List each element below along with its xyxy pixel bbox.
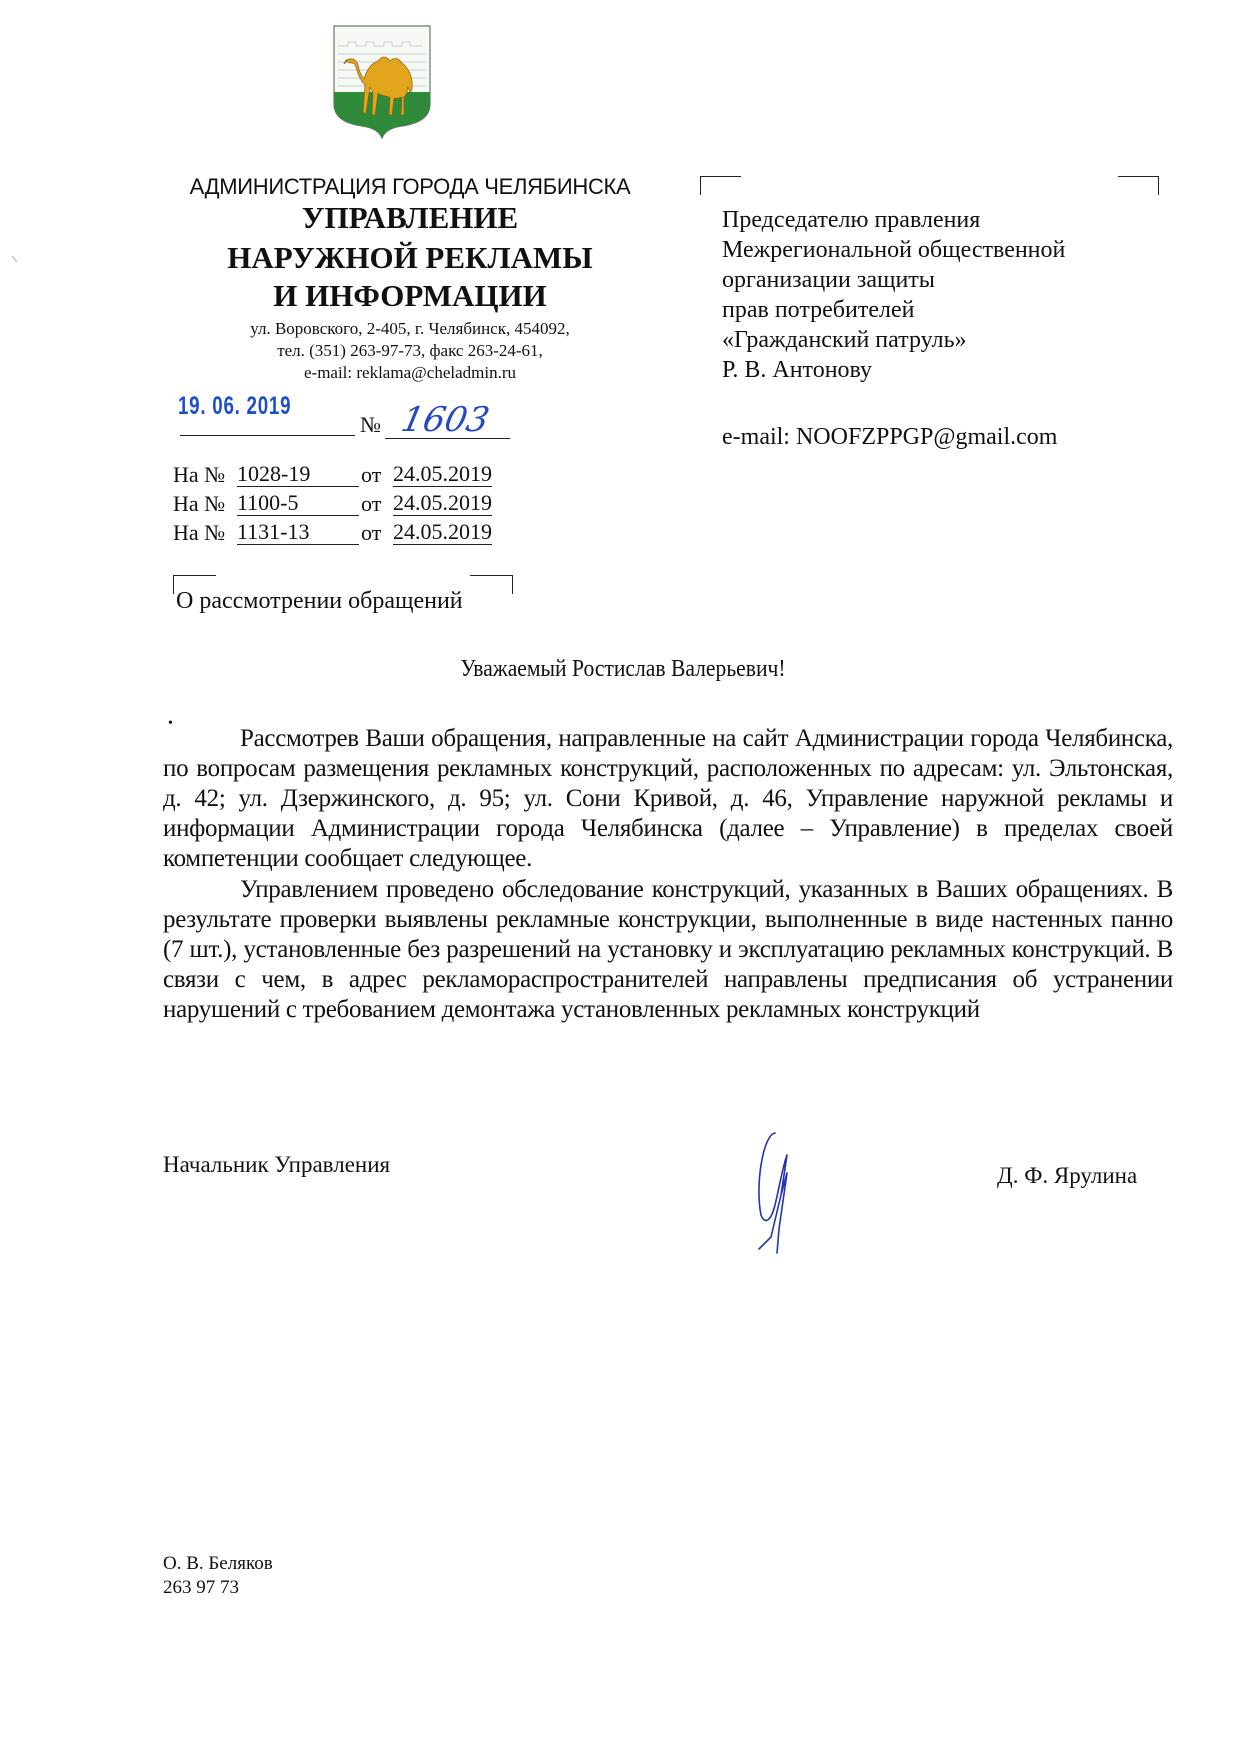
reference-date: 24.05.2019 <box>393 490 492 515</box>
outgoing-number-handwritten: 1603 <box>397 400 493 440</box>
reference-from-label: от <box>361 462 382 487</box>
reference-label: На № <box>173 520 226 545</box>
department-phones: тел. (351) 263-97-73, факс 263-24-61, <box>277 341 543 360</box>
outgoing-number-label: № <box>360 412 381 437</box>
addressee-corner-mark-right <box>1118 176 1159 195</box>
department-name-line-1: УПРАВЛЕНИЕ <box>301 200 519 235</box>
addressee-line: Межрегиональной общественной <box>722 237 1066 263</box>
addressee-email: e-mail: NOOFZPPGP@gmail.com <box>722 424 1058 450</box>
reference-from-label: от <box>361 520 382 545</box>
greeting: Уважаемый Ростислав Валерьевич! <box>460 656 786 682</box>
executor-name: О. В. Беляков <box>163 1553 273 1574</box>
department-name-line-2: НАРУЖНОЙ РЕКЛАМЫ <box>227 240 593 275</box>
reference-date: 24.05.2019 <box>393 519 492 544</box>
addressee-line: Р. В. Антонову <box>722 357 873 383</box>
department-email: e-mail: reklama@cheladmin.ru <box>303 363 516 382</box>
reference-from-label: от <box>361 491 382 516</box>
addressee-line: Председателю правления <box>722 207 981 233</box>
stray-mark: • <box>168 716 173 731</box>
reference-date: 24.05.2019 <box>393 461 492 486</box>
signatory-name: Д. Ф. Ярулина <box>997 1163 1138 1188</box>
outgoing-date-stamp: 19. 06. 2019 <box>178 392 292 420</box>
reference-number: 1100-5 <box>237 491 359 516</box>
addressee-line: «Гражданский патруль» <box>722 327 967 353</box>
executor-phone: 263 97 73 <box>163 1577 239 1598</box>
department-name-line-3: И ИНФОРМАЦИИ <box>273 278 547 313</box>
reference-label: На № <box>173 462 226 487</box>
reference-number: 1131-13 <box>237 520 359 545</box>
addressee-corner-mark-left <box>700 176 741 195</box>
handwritten-signature-icon <box>735 1125 815 1265</box>
body-paragraph: Управлением проведено обследование конструкций, указанных в Ваших обращениях. В результате проверки выявлены рекламные конструкции, выполненные в виде настенных панно (7 шт.), установленные без разрешений на установку и эксплуатацию рекламных конструкций. В связи с чем, в адрес рекламораспространителей направлены предписания об устранении нарушений с требованием демонтажа установленных рекламных конструкций <box>163 876 1173 1023</box>
department-address: ул. Воровского, 2-405, г. Челябинск, 454092, <box>250 319 570 338</box>
coat-of-arms-icon <box>330 22 434 140</box>
reference-number: 1028-19 <box>237 462 359 487</box>
subject-corner-mark-right <box>470 575 513 594</box>
date-underline <box>180 435 355 436</box>
letter-subject: О рассмотрении обращений <box>176 588 463 614</box>
addressee-line: прав потребителей <box>722 297 915 323</box>
signatory-position: Начальник Управления <box>163 1152 391 1177</box>
number-underline <box>385 438 510 439</box>
administration-name: АДМИНИСТРАЦИЯ ГОРОДА ЧЕЛЯБИНСКА <box>189 174 631 199</box>
body-paragraph: Рассмотрев Ваши обращения, направленные на сайт Администрации города Челябинска, по вопросам размещения рекламных конструкций, расположенных по адресам: ул. Эльтонская, д. 42; ул. Дзержинского, д. 95; ул. Сони Кривой, д. 46, Управление наружной рекламы и информации Администрации города Челябинска (далее – Управление) в пределах своей компетенции сообщает следующее. <box>163 725 1173 872</box>
reference-label: На № <box>173 491 226 516</box>
addressee-block <box>722 205 1065 385</box>
scan-speck <box>12 256 17 262</box>
addressee-line: организации защиты <box>722 267 935 293</box>
